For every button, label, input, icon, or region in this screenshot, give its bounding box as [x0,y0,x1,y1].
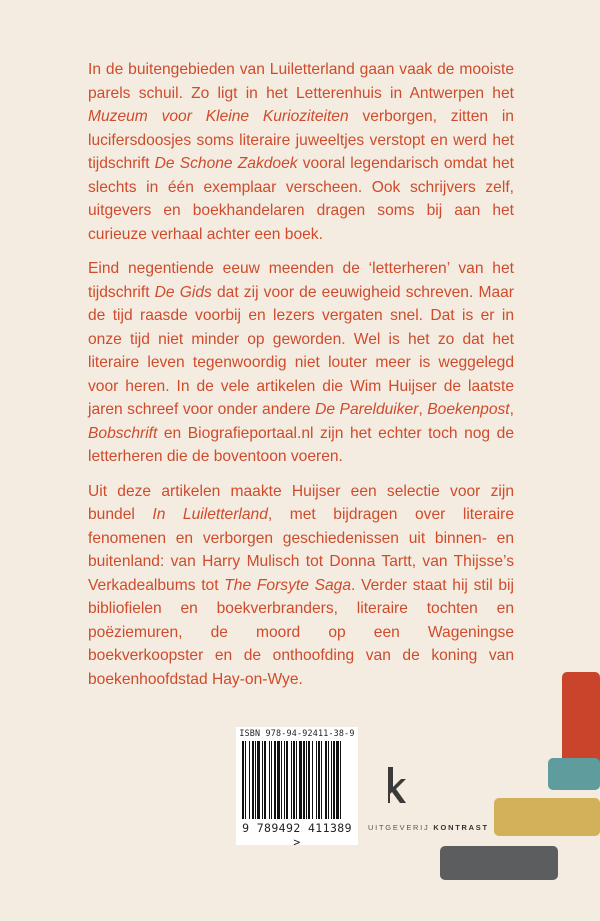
text-segment: Uit deze artikelen maakte Huijser een selectie voor zijn bundel [88,482,514,523]
text-segment: , met bijdragen over literaire fenomenen en verborgen geschiedenissen uit binnen- en buitenland: van Harry Mulisch tot Donna Tartt, van Thijsse’s Verkadealbums tot [88,506,515,594]
italic-title: The Forsyte Saga [224,576,352,594]
text-segment: . Verder staat hij stil bij bibliofielen en boekverbranders, literaire tochten en poëziemuren, de moord op een Wageningse boekverkoopster en de onthoofding van de koning van boekenhoofdstad Hay-on-Wye. [88,576,514,688]
publisher-brand: KONTRAST [433,823,489,832]
text-segment: , [509,401,514,418]
barcode-bars [238,741,356,821]
text-segment: , [418,401,428,418]
isbn-barcode [236,727,358,849]
text-segment: verborgen, zitten in lucifersdoosjes soms literaire juweeltjes verstopt en werd het tijdschrift [88,108,514,172]
italic-title: De Parelduiker [315,401,419,418]
decorative-book-spines [440,670,600,880]
spine-teal [548,758,600,790]
publisher-prefix: UITGEVERIJ [368,823,434,832]
italic-title: De Gids [154,283,212,301]
back-cover-blurb [88,58,514,702]
kontrast-logo-icon [382,765,410,805]
barcode-digits [236,821,358,849]
italic-title: Bobschrift [88,424,158,442]
blurb-paragraph-3 [88,480,514,692]
spine-mustard [494,798,600,836]
italic-title: In Luiletterland [152,506,268,523]
italic-title: De Schone Zakdoek [154,155,298,172]
spine-gray [440,846,558,880]
text-segment: In de buitengebieden van Luiletterland gaan vaak de mooiste parels schuil. Zo ligt in het Letterenhuis in Antwerpen het [88,61,514,102]
blurb-paragraph-1 [88,58,514,246]
text-segment: vooral legendarisch omdat het slechts in één exemplaar verscheen. Ook schrijvers zelf, uitgevers en boekhandelaren dragen soms bij aan het curieuze verhaal achter een boek. [88,155,515,243]
barcode-arrow: > [293,835,301,849]
barcode-number: 9 789492 411389 [242,821,352,835]
blurb-paragraph-2 [88,257,514,469]
italic-title: Boekenpost [427,401,510,418]
text-segment: dat zij voor de eeuwigheid schreven. Maar de tijd raasde voorbij en lezers vergaten snel. Dat is er in onze tijd niet minder op geworden. Wel is het zo dat het literaire leven tegenwoordig niet louter meer is weggelegd voor heren. In de vele artikelen die Wim Huijser de laatste jaren schreef voor onder andere [88,283,514,418]
text-segment: en Biografieportaal.nl zijn het echter toch nog de letterheren die de boventoon voeren. [88,424,514,465]
italic-title: Muzeum voor Kleine Kurioziteiten [88,108,349,125]
text-segment: Eind negentiende eeuw meenden de ‘letterheren’ van het tijdschrift [88,260,514,301]
isbn-label: ISBN 978-94-92411-38-9 [239,728,355,738]
